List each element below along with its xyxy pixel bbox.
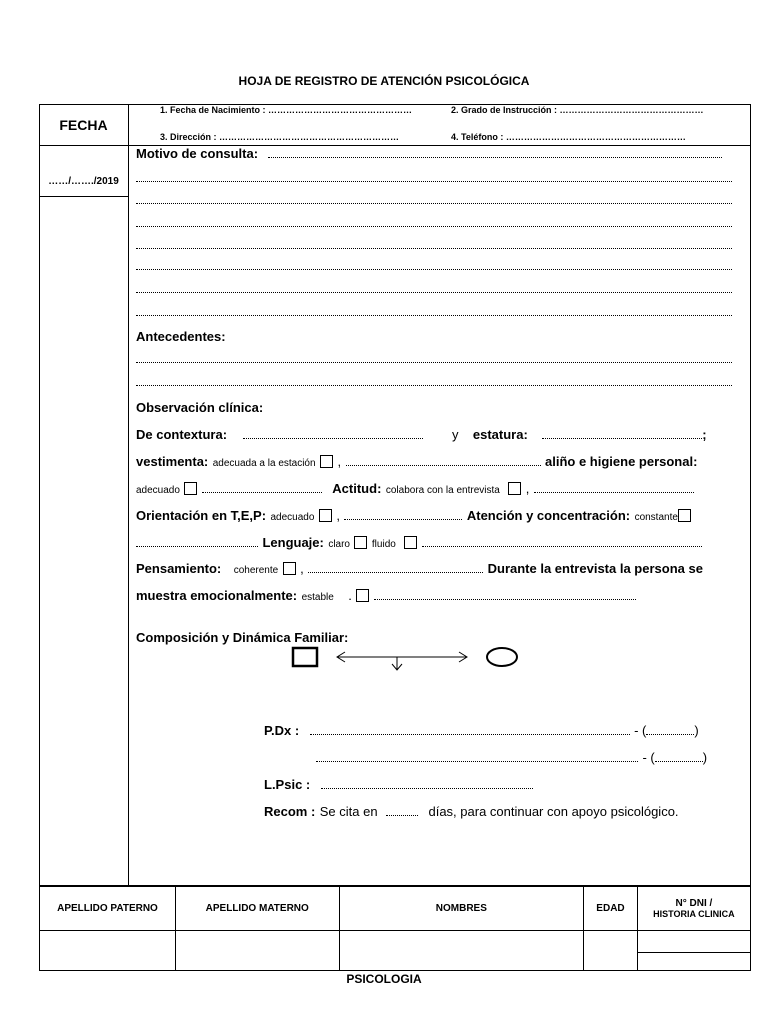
atencion-label: Atención y concentración:	[466, 508, 631, 523]
pdx-code-field[interactable]	[655, 761, 703, 762]
observacion-label: Observación clínica:	[136, 400, 264, 415]
col-nombres: NOMBRES	[339, 887, 584, 931]
vestimenta-option: adecuada a la estación	[212, 458, 316, 469]
recom-days-field[interactable]	[386, 815, 418, 816]
col-apellido-materno: APELLIDO MATERNO	[175, 887, 339, 931]
motivo-line[interactable]	[136, 203, 732, 204]
col-dni-line2: HISTORIA CLINICA	[653, 909, 735, 919]
recom-row	[264, 803, 734, 821]
pdx-row-2: - ( )	[316, 749, 736, 767]
nombres-input[interactable]	[339, 931, 584, 971]
lpsic-field[interactable]	[321, 788, 533, 789]
pdx-field[interactable]	[310, 734, 630, 735]
lenguaje-row	[136, 534, 736, 552]
contextura-label: De contextura:	[136, 427, 228, 442]
edad-input[interactable]	[584, 931, 638, 971]
date-field[interactable]: ……/……./2019	[48, 176, 119, 187]
estatura-field[interactable]	[542, 438, 702, 439]
actitud-option: colabora con la entrevista	[385, 485, 500, 496]
contextura-field[interactable]	[243, 438, 423, 439]
vestimenta-row: vestimenta: adecuada a la estación , aliño e higiene personal:	[136, 454, 698, 469]
durante-label: Durante la entrevista la persona se	[487, 561, 703, 576]
orientacion-option: adecuado	[270, 512, 315, 523]
vestimenta-checkbox[interactable]	[320, 455, 333, 468]
muestra-row: muestra emocionalmente: estable .	[136, 587, 736, 605]
alino-field[interactable]	[202, 492, 322, 493]
left-column-divider	[128, 104, 129, 886]
contextura-row: De contextura: y estatura: ;	[136, 427, 707, 442]
motivo-line[interactable]	[136, 226, 732, 227]
page-title: HOJA DE REGISTRO DE ATENCIÓN PSICOLÓGICA	[238, 74, 530, 88]
adecuado-option: adecuado	[136, 485, 180, 496]
antecedentes-line[interactable]	[136, 362, 732, 363]
male-square-icon	[293, 648, 317, 666]
col-dni-line1: N° DNI /	[675, 898, 713, 909]
recom-text-a: Se cita en	[319, 804, 378, 819]
constante-option: constante	[634, 512, 678, 523]
antecedentes-label: Antecedentes:	[136, 329, 226, 344]
pensamiento-field[interactable]	[308, 572, 483, 573]
pdx-row-1: P.Dx : - ( )	[264, 723, 699, 738]
date-divider	[39, 196, 128, 197]
fluido-checkbox[interactable]	[404, 536, 417, 549]
motivo-line[interactable]	[136, 292, 732, 293]
birthdate-field[interactable]: 1. Fecha de Nacimiento : …………………………………………	[160, 105, 413, 115]
recom-text-b: días, para continuar con apoyo psicológico.	[428, 804, 679, 819]
vestimenta-label: vestimenta:	[136, 454, 209, 469]
estable-checkbox[interactable]	[356, 589, 369, 602]
lenguaje-field[interactable]	[422, 546, 702, 547]
pensamiento-row: Pensamiento: coherente , Durante la entrevista la persona se	[136, 561, 703, 576]
orientacion-field[interactable]	[344, 519, 462, 520]
historia-input[interactable]	[638, 953, 750, 970]
vestimenta-field[interactable]	[346, 465, 541, 466]
education-field[interactable]: 2. Grado de Instrucción : …………………………………………	[451, 105, 704, 115]
muestra-label: muestra emocionalmente	[136, 588, 293, 603]
patient-table	[39, 886, 751, 971]
pdx-field[interactable]	[316, 761, 638, 762]
dni-cell	[637, 931, 750, 971]
orientacion-label: Orientación en T,E,P:	[136, 508, 267, 523]
apellido-materno-input[interactable]	[175, 931, 339, 971]
address-field[interactable]: 3. Dirección : ……………………………………………………	[160, 132, 400, 142]
lpsic-label: L.Psic :	[264, 777, 311, 792]
claro-checkbox[interactable]	[354, 536, 367, 549]
estable-option: estable	[301, 592, 334, 603]
actitud-row: adecuado Actitud: colabora con la entrevista ,	[136, 480, 736, 498]
fluido-option: fluido	[371, 539, 396, 550]
atencion-field[interactable]	[136, 546, 258, 547]
claro-option: claro	[328, 539, 350, 550]
pensamiento-label: Pensamiento:	[136, 561, 222, 576]
orientacion-checkbox[interactable]	[319, 509, 332, 522]
col-apellido-paterno: APELLIDO PATERNO	[40, 887, 176, 931]
composicion-label: Composición y Dinámica Familiar:	[136, 630, 349, 645]
phone-field[interactable]: 4. Teléfono : ……………………………………………………	[451, 132, 686, 142]
lenguaje-label: Lenguaje:	[262, 535, 324, 550]
genogram-diagram	[285, 640, 525, 680]
female-circle-icon	[487, 648, 517, 666]
apellido-paterno-input[interactable]	[40, 931, 176, 971]
motivo-line[interactable]	[136, 269, 732, 270]
actitud-label: Actitud:	[332, 481, 382, 496]
recom-label: Recom :	[264, 804, 316, 819]
footer-label: PSICOLOGIA	[346, 972, 422, 986]
motivo-line[interactable]	[136, 315, 732, 316]
alino-label: aliño e higiene personal:	[545, 454, 698, 469]
motivo-label: Motivo de consulta:	[136, 146, 259, 161]
orientacion-row: Orientación en T,E,P: adecuado , Atención y concentración: constante	[136, 507, 746, 525]
actitud-checkbox[interactable]	[508, 482, 521, 495]
dni-input[interactable]	[638, 931, 750, 953]
y-label: y	[451, 427, 459, 442]
col-dni	[637, 887, 750, 931]
fecha-label: FECHA	[59, 117, 108, 133]
motivo-line[interactable]	[136, 181, 732, 182]
pdx-code-field[interactable]	[646, 734, 694, 735]
coherente-option: coherente	[233, 565, 279, 576]
estatura-label: estatura:	[472, 427, 528, 442]
pdx-label: P.Dx :	[264, 723, 300, 738]
atencion-checkbox[interactable]	[678, 509, 691, 522]
antecedentes-line[interactable]	[136, 385, 732, 386]
col-edad: EDAD	[584, 887, 638, 931]
coherente-checkbox[interactable]	[283, 562, 296, 575]
alino-checkbox[interactable]	[184, 482, 197, 495]
estable-field[interactable]	[374, 599, 636, 600]
lpsic-row	[264, 776, 564, 794]
actitud-field[interactable]	[534, 492, 694, 493]
motivo-line[interactable]	[268, 157, 722, 158]
motivo-line[interactable]	[136, 248, 732, 249]
